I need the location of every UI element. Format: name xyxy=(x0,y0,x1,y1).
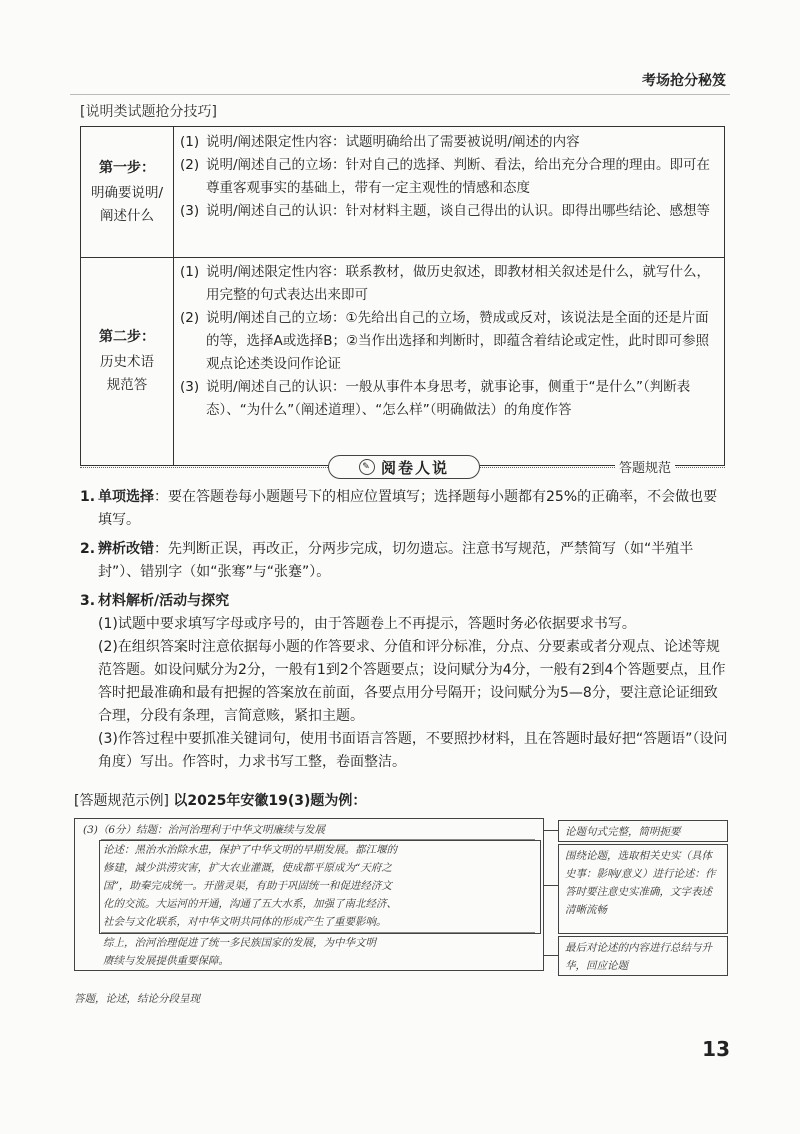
note-argument: 围绕论题，选取相关史实（具体史事：影响/意义）进行论述：作答时要注意史实准确，文字表述清晰流畅 xyxy=(558,844,728,934)
step-1-head xyxy=(81,127,174,257)
section-label-text: 说明类试题抢分技巧 xyxy=(85,104,212,120)
divider-tag: 答题规范 xyxy=(615,457,675,476)
item-number: (3) xyxy=(180,379,200,395)
item-text: 说明/阐述自己的立场：针对自己的选择、判断、看法，给出充分合理的理由。即可在尊重客观事实的基础上，带有一定主观性的情感和态度 xyxy=(206,157,711,196)
section-label: [说明类试题抢分技巧] xyxy=(80,104,217,120)
item-text: 说明/阐述自己的认识：针对材料主题，谈自己得出的认识。即得出哪些结论、感想等 xyxy=(206,203,711,219)
page-number: 13 xyxy=(702,1037,730,1061)
example-label: [答题规范示例] 以2025年安徽19(3)题为例： xyxy=(74,793,367,809)
rule-3-para-text: (3)作答过程中要抓准关键词句，使用书面语言答题，不要照抄材料，且在答题时最好把“答题语”（设问角度）写出。作答时，力求书写工整，卷面整洁。 xyxy=(98,731,728,770)
item-text: 说明/阐述自己的立场：①先给出自己的立场，赞成或反对，该说法是全面的还是片面的等，选择A或选择B；②当作出选择和判断时，即蕴含着结论或定性，此时即可参照观点论述类设问作论证 xyxy=(206,310,710,372)
answer-line: (3)（6分）结题：治河治理利于中华文明廉续与发展 xyxy=(83,824,326,836)
step-row-1 xyxy=(81,127,724,258)
rule-3-para-text: (1)试题中要求填写字母或序号的，由于答题卷上不再提示，答题时务必依据要求书写。 xyxy=(98,616,636,632)
answer-line: 论述：黑治水治除水患，保护了中华文明的早期发展。都江堰的 xyxy=(103,844,397,856)
step-row-2 xyxy=(81,257,724,465)
reviewer-icon: ✎ xyxy=(359,459,375,475)
item-number: (3) xyxy=(180,203,200,219)
step-2-subtitle-line-2: 规范答 xyxy=(106,376,148,393)
rule-1 xyxy=(80,486,730,532)
answer-line: 国”，助秦完成统一。开凿灵渠，有助于巩固统一和促进经济文 xyxy=(103,880,392,892)
connector xyxy=(544,885,558,886)
rule-title: 单项选择 xyxy=(98,489,154,505)
header-rule xyxy=(70,94,730,95)
step-2-item xyxy=(180,261,716,307)
divider-line-left xyxy=(80,467,330,468)
answer-line: 化的交流。大运河的开通，沟通了五大水系，加强了南北经济、 xyxy=(103,898,397,910)
rule-3-para-text: (2)在组织答案时注意依据每小题的作答要求、分值和评分标准，分点、分要素或者分观点、论述等规范答题。如设问赋分为2分，一般有1到2个答题要点；设问赋分为4分，一般有2到4个答题要点，且作答时把最准确和最有把握的答案放在前面，各要点用分号隔开；设问赋分为5—8分，要注意论证细致合理，分段有条理，言简意赅，紧扣主题。 xyxy=(98,639,726,724)
rule-3 xyxy=(80,590,730,613)
bottom-note: 答题，论述，结论分段呈现 xyxy=(74,993,200,1005)
rule-text: ：先判断正误，再改正，分两步完成，切勿遗忘。注意书写规范，严禁简写（如“半殖半封”）、错别字（如“张骞”与“张蹇”）。 xyxy=(98,541,694,580)
step-1-title: 第一步： xyxy=(99,159,155,176)
connector xyxy=(544,955,558,956)
step-2-subtitle-line-1: 历史术语 xyxy=(100,353,154,370)
answer-line: 综上，治河治理促进了统一多民族国家的发展，为中华文明 xyxy=(103,937,376,949)
item-number: (1) xyxy=(180,134,200,150)
step-2-head xyxy=(81,257,174,465)
answer-sheet xyxy=(74,818,544,971)
argument-box xyxy=(99,840,541,934)
step-2-items xyxy=(174,257,724,465)
rule-text: ：要在答题卷每小题题号下的相应位置填写；选择题每小题都有25%的正确率，不会做也要填写。 xyxy=(98,489,718,528)
answer-line: 社会与文化联系，对中华文明共同体的形成产生了重要影响。 xyxy=(103,916,387,928)
rule-title: 材料解析/活动与探究 xyxy=(98,593,230,609)
reviewer-badge-text: 阅卷人说 xyxy=(380,458,449,477)
answer-line: 赓续与发展提供重要保障。 xyxy=(103,955,229,967)
rules-body xyxy=(80,486,730,774)
divider-line-right xyxy=(478,467,725,468)
item-text: 说明/阐述限定性内容：试题明确给出了需要被说明/阐述的内容 xyxy=(206,134,580,150)
item-number: (2) xyxy=(180,157,200,173)
step-2-item xyxy=(180,307,716,376)
rule-3-para xyxy=(80,613,730,636)
item-text: 说明/阐述自己的认识：一般从事件本身思考，就事论事，侧重于“是什么”（判断表态）、“为什么”（阐述道理）、“怎么样”（明确做法）的角度作答 xyxy=(206,379,691,418)
step-1-item xyxy=(180,131,716,154)
step-1-items xyxy=(174,127,724,257)
example-label-text: 以2025年安徽19(3)题为例： xyxy=(173,793,367,809)
answer-line: 修建，減少洪涝灾害，扩大农业灌溉，使成都平原成为“天府之 xyxy=(103,862,392,874)
item-number: (2) xyxy=(180,310,200,326)
example-label-bracket: 答题规范示例 xyxy=(79,793,164,809)
step-2-item xyxy=(180,376,716,422)
header-title: 考场抢分秘笈 xyxy=(642,73,726,89)
steps-table xyxy=(80,126,725,466)
rule-3-para xyxy=(80,728,730,774)
rule-number: 1. xyxy=(80,489,96,505)
item-number: (1) xyxy=(180,264,200,280)
item-text: 说明/阐述限定性内容：联系教材，做历史叙述，即教材相关叙述是什么，就写什么，用完整的句式表达出来即可 xyxy=(206,264,711,303)
note-conclusion: 最后对论述的内容进行总结与升华，回应论题 xyxy=(558,936,728,976)
connector xyxy=(544,830,558,831)
rule-number: 2. xyxy=(80,541,96,557)
step-1-item xyxy=(180,200,716,223)
rule-title: 辨析改错 xyxy=(98,541,154,557)
rule-2 xyxy=(80,538,730,584)
rule-number: 3. xyxy=(80,593,96,609)
step-1-subtitle-line-1: 明确要说明/ xyxy=(90,184,164,201)
section-divider xyxy=(80,455,725,479)
step-1-item xyxy=(180,154,716,200)
step-1-subtitle-line-2: 阐述什么 xyxy=(100,207,154,224)
rule-3-para xyxy=(80,636,730,728)
note-thesis: 论题句式完整，简明扼要 xyxy=(558,820,728,842)
reviewer-badge xyxy=(328,455,480,479)
step-2-title: 第二步： xyxy=(99,328,155,345)
